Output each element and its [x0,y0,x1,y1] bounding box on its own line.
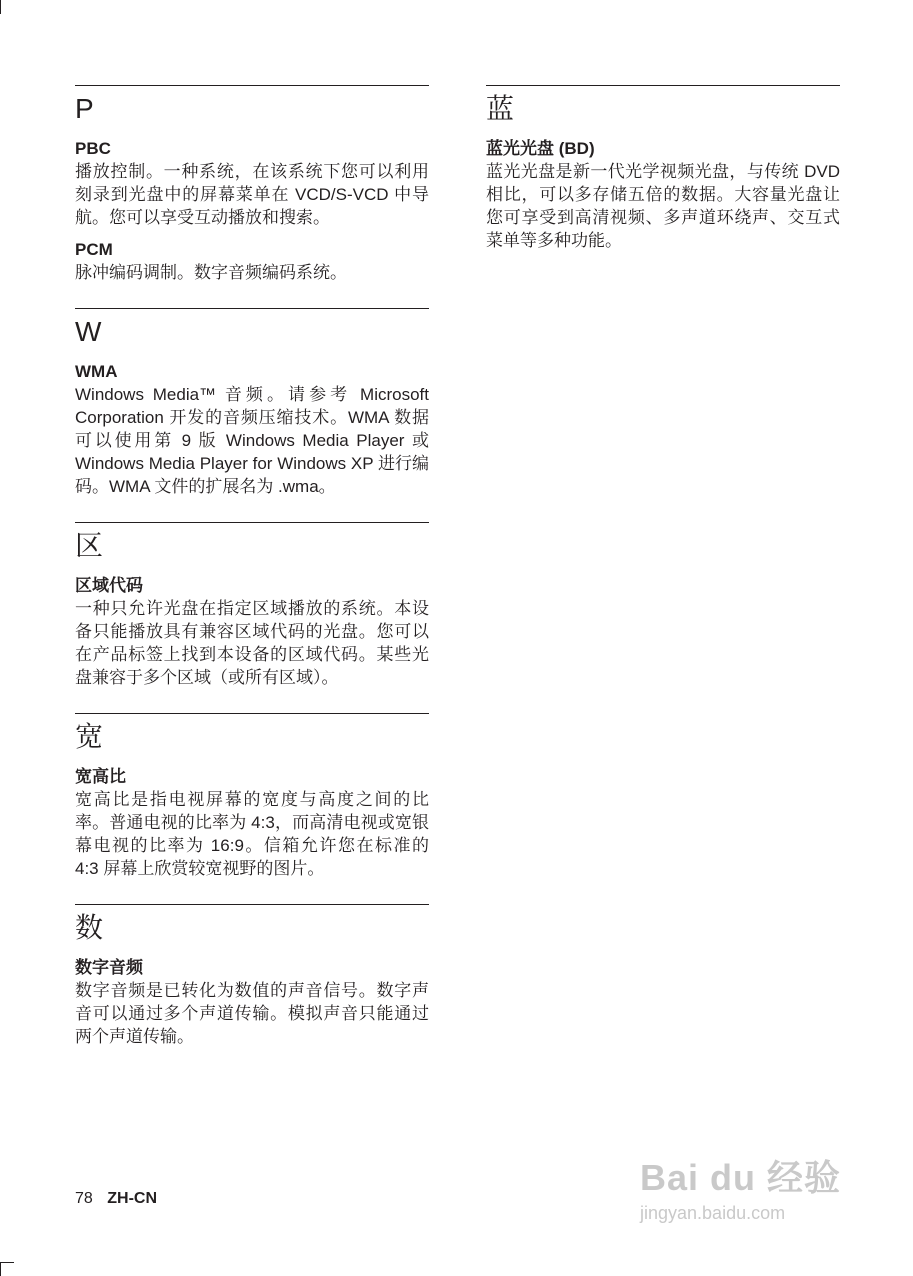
section-letter: 数 [75,912,104,943]
watermark-logo: Bai du 经验 [640,1157,842,1198]
term-body: 一种只允许光盘在指定区域播放的系统。本设备只能播放具有兼容区域代码的光盘。您可以在产品标签上找到本设备的区域代码。某些光盘兼容于多个区域（或所有区域）。 [75,599,429,687]
section-letter: P [75,93,94,124]
glossary-term-pcm [75,239,429,284]
language-code: ZH-CN [107,1190,158,1207]
section-letter: W [75,316,102,347]
baidu-watermark [640,1150,880,1260]
section-letter: 蓝 [486,93,515,124]
glossary-section-w [75,308,429,498]
crop-mark-bottom-left [0,1262,1,1276]
term-body: 宽高比是指电视屏幕的宽度与高度之间的比率。普通电视的比率为 4:3，而高清电视或宽银幕电视的比率为 16:9。信箱允许您在标准的 4:3 屏幕上欣赏较宽视野的图片。 [75,790,429,878]
glossary-section-p [75,85,429,284]
section-letter: 宽 [75,721,104,752]
page-footer [75,1190,157,1208]
glossary-term-region-code [75,575,429,689]
glossary-term-pbc [75,138,429,229]
glossary-term-digital-audio [75,957,429,1048]
glossary-term-aspect-ratio [75,766,429,880]
glossary-section-digital [75,904,429,1048]
term-body: 脉冲编码调制。数字音频编码系统。 [75,263,347,282]
term-body: Windows Media™ 音频。请参考 Microsoft Corporation 开发的音频压缩技术。WMA 数据可以使用第 9 版 Windows Media Player 或 Windows Media Player for Windows XP 进行编码。WMA 文件的扩展名为 .wma。 [75,385,429,496]
page-number: 78 [75,1190,93,1207]
watermark-url: jingyan.baidu.com [640,1203,786,1223]
crop-mark-bottom-left-h [0,1262,14,1263]
glossary-term-blu-ray [486,138,840,252]
glossary-section-blu [486,85,840,252]
term-body: 播放控制。一种系统，在该系统下您可以利用刻录到光盘中的屏幕菜单在 VCD/S-VCD 中导航。您可以享受互动播放和搜索。 [75,162,429,227]
glossary-section-aspect [75,713,429,880]
term-body: 蓝光光盘是新一代光学视频光盘，与传统 DVD 相比，可以多存储五倍的数据。大容量光盘让您可享受到高清视频、多声道环绕声、交互式菜单等多种功能。 [486,162,840,250]
crop-mark-top-left [0,0,1,14]
glossary-term-wma [75,361,429,498]
term-title: 蓝光光盘 (BD) [486,139,595,158]
term-title: WMA [75,362,118,381]
right-column [486,85,840,276]
term-body: 数字音频是已转化为数值的声音信号。数字声音可以通过多个声道传输。模拟声音只能通过两个声道传输。 [75,981,429,1046]
term-title: 区域代码 [75,576,143,595]
term-title: 数字音频 [75,958,143,977]
left-column [75,85,429,1072]
glossary-section-region [75,522,429,689]
term-title: PBC [75,139,111,158]
term-title: PCM [75,240,113,259]
section-letter: 区 [75,530,104,561]
term-title: 宽高比 [75,767,126,786]
